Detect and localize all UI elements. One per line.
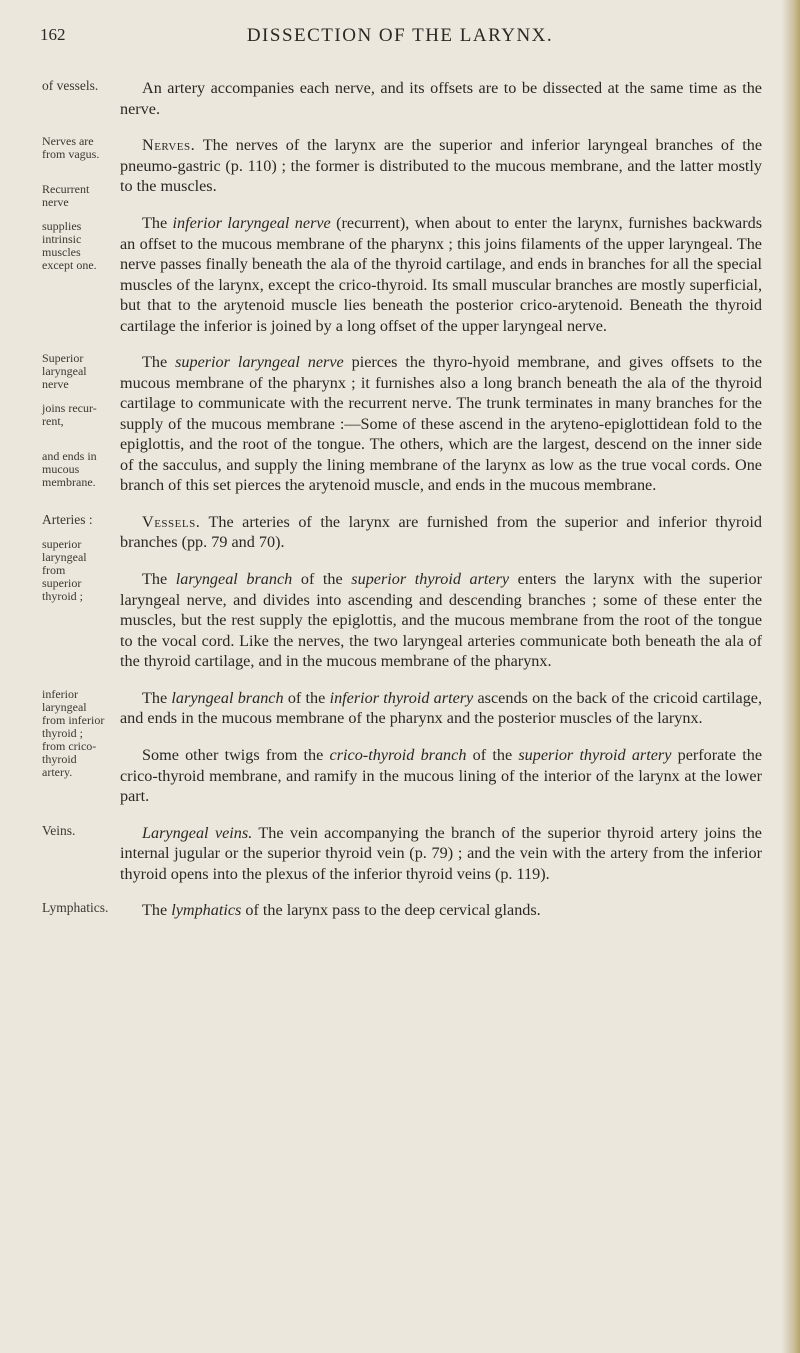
margin-note-line: from crico- xyxy=(42,738,97,753)
paragraph-text xyxy=(120,745,762,807)
text-run: The xyxy=(142,688,172,707)
margin-note-line: Recurrent xyxy=(42,182,90,197)
paragraph-text xyxy=(120,78,762,119)
italic-term: superior laryngeal nerve xyxy=(175,353,344,372)
section-heading: Nerves. xyxy=(142,136,196,155)
text-run: of the xyxy=(292,570,352,589)
margin-note-line: Arteries : xyxy=(42,511,93,527)
margin-note-line: from xyxy=(42,562,66,577)
italic-term: Laryngeal veins. xyxy=(142,823,253,842)
paragraph-text xyxy=(120,213,762,336)
paragraph xyxy=(42,745,762,807)
margin-note xyxy=(42,78,108,93)
section-heading: Vessels. xyxy=(142,512,201,531)
text-run: The nerves of the larynx are the superior and inferior laryngeal branches of the pneumo-gastric (p. 110) ; the former is distributed to the mucous membrane, and the latter mostly to the muscles. xyxy=(120,136,762,196)
margin-note-line: Nerves are xyxy=(42,134,94,149)
margin-note-line: nerve xyxy=(42,195,69,210)
text-run: of the xyxy=(283,688,330,707)
paragraph xyxy=(42,900,762,921)
margin-note-line xyxy=(42,428,108,439)
italic-term: inferior laryngeal nerve xyxy=(172,214,331,233)
margin-note xyxy=(42,900,108,915)
margin-note-line: of vessels. xyxy=(42,78,99,94)
text-run: The xyxy=(142,353,176,372)
italic-term: inferior thyroid artery xyxy=(329,688,474,707)
margin-note-line: thyroid ; xyxy=(42,588,83,603)
italic-term: superior thyroid artery xyxy=(351,570,510,589)
margin-note-line: artery. xyxy=(42,764,73,779)
text-run: (recurrent), when about to enter the larynx, furnishes backwards an offset to the mucous membrane of the pharynx ; this joins filaments of the upper laryngeal. The nerve passes finally beneath the ala of the thyroid cartilage, and ends in branches for all the special muscles of the larynx, except the crico-thyroid. Its small muscular branches are mostly superficial, but that to the arytenoid muscle lies beneath the posterior crico-arytenoid. Beneath the thyroid cartilage the inferior is joined by a long offset of the upper laryngeal nerve. xyxy=(120,214,762,335)
text-run: An artery accompanies each nerve, and its offsets are to be dissected at the same time as the nerve. xyxy=(120,79,762,118)
paragraph xyxy=(42,352,762,496)
text-run: The arteries of the larynx are furnished from the superior and inferior thyroid branches (pp. 79 and 70). xyxy=(120,512,762,552)
page-header xyxy=(40,25,760,55)
paragraph xyxy=(42,78,762,119)
text-run: The vein accompanying the branch of the superior thyroid artery joins the internal jugular or the superior thyroid vein (p. 79) ; and the vein with the artery from the inferior thyroid opens into the plexus of the inferior thyroid veins (p. 119). xyxy=(120,823,762,883)
margin-note-line: intrinsic xyxy=(42,232,82,247)
italic-term: crico-thyroid branch xyxy=(329,746,467,764)
paragraph-text xyxy=(120,352,762,496)
paragraph-text xyxy=(120,688,762,729)
margin-note-line: thyroid ; xyxy=(42,725,83,740)
text-run: pierces the thyro-hyoid membrane, and gives offsets to the mucous membrane of the pharynx ; it furnishes also a long branch beneath the ala of the thyroid cartilage to communicate with the recurrent nerve. The trunk terminates in many branches for the supply of the mucous membrane :—Some of these ascend in the aryteno-epiglottidean fold to the epiglottis, and the root of the tongue. The others, which are the largest, descend on the inner side of the sacculus, and supply the lining membrane of the larynx as low as the true vocal cords. One branch of this set pierces the arytenoid muscle, and ends in the mucous membrane. xyxy=(120,353,762,495)
paragraph xyxy=(42,569,762,672)
text-run: perforate the crico-thyroid membrane, and ramify in the mucous lining of the interior of the larynx at the lower part. xyxy=(120,746,763,805)
page-number: 162 xyxy=(40,25,66,44)
margin-note-line: supplies xyxy=(42,219,82,234)
margin-note-line: thyroid xyxy=(42,751,77,766)
running-head: DISSECTION OF THE LARYNX. xyxy=(246,25,554,46)
text-run: The xyxy=(142,901,172,920)
margin-note xyxy=(42,352,108,489)
text-run: of the larynx pass to the deep cervical glands. xyxy=(241,901,541,920)
margin-note-line: joins recur- xyxy=(42,401,97,416)
margin-note-line: nerve xyxy=(42,377,69,392)
margin-note-line: Veins. xyxy=(42,822,76,838)
margin-note xyxy=(42,823,108,838)
margin-note-line: mucous xyxy=(42,462,80,477)
margin-note-line: laryngeal xyxy=(42,699,87,714)
margin-note-line: laryngeal xyxy=(42,549,87,564)
margin-note-line: superior xyxy=(42,575,82,590)
text-run: ascends on the back of the cricoid cartilage, and ends in the mucous membrane of the pharynx and the posterior muscles of the larynx. xyxy=(120,688,763,728)
margin-note-line xyxy=(42,161,108,172)
margin-note-line: except one. xyxy=(42,258,97,273)
margin-note-line: muscles xyxy=(42,245,81,260)
paragraph-text xyxy=(120,823,762,885)
margin-note-line: and ends in xyxy=(42,449,97,464)
text-run: The xyxy=(142,214,173,233)
paragraph xyxy=(42,213,762,336)
page-edge xyxy=(782,0,800,1353)
paragraph-text xyxy=(120,569,762,672)
italic-term: superior thyroid artery xyxy=(518,746,672,764)
margin-note-line: membrane. xyxy=(42,475,96,490)
page-body xyxy=(42,62,762,937)
margin-note-line: from inferior xyxy=(42,712,105,727)
italic-term: lymphatics xyxy=(171,901,242,920)
margin-note-line: superior xyxy=(42,536,82,551)
paragraph-text xyxy=(120,512,762,553)
paragraph xyxy=(42,823,762,885)
margin-note-line: Superior xyxy=(42,351,84,366)
margin-note-line: rent, xyxy=(42,414,64,429)
margin-note-line: laryngeal xyxy=(42,364,87,379)
paragraph-text xyxy=(120,135,762,197)
text-run: Some other twigs from the xyxy=(142,746,330,764)
margin-note-line: inferior xyxy=(42,686,78,701)
paragraph-text xyxy=(120,900,762,921)
text-run: The xyxy=(142,570,176,589)
italic-term: laryngeal branch xyxy=(171,688,284,707)
text-run: of the xyxy=(466,746,519,764)
margin-note-line: Lymphatics. xyxy=(42,900,109,916)
italic-term: laryngeal branch xyxy=(175,570,293,589)
margin-note-line: from vagus. xyxy=(42,147,100,162)
text-run: enters the larynx with the superior laryngeal nerve, and divides into ascending and descending branches ; some of these enter the muscles, but the rest supply the epiglottis, and the mucous membrane from the root of the tongue to the vocal cord. Like the nerves, the two laryngeal arteries communicate both beneath the ala of the thyroid cartilage, and in the mucous membrane of the pharynx. xyxy=(120,570,762,671)
